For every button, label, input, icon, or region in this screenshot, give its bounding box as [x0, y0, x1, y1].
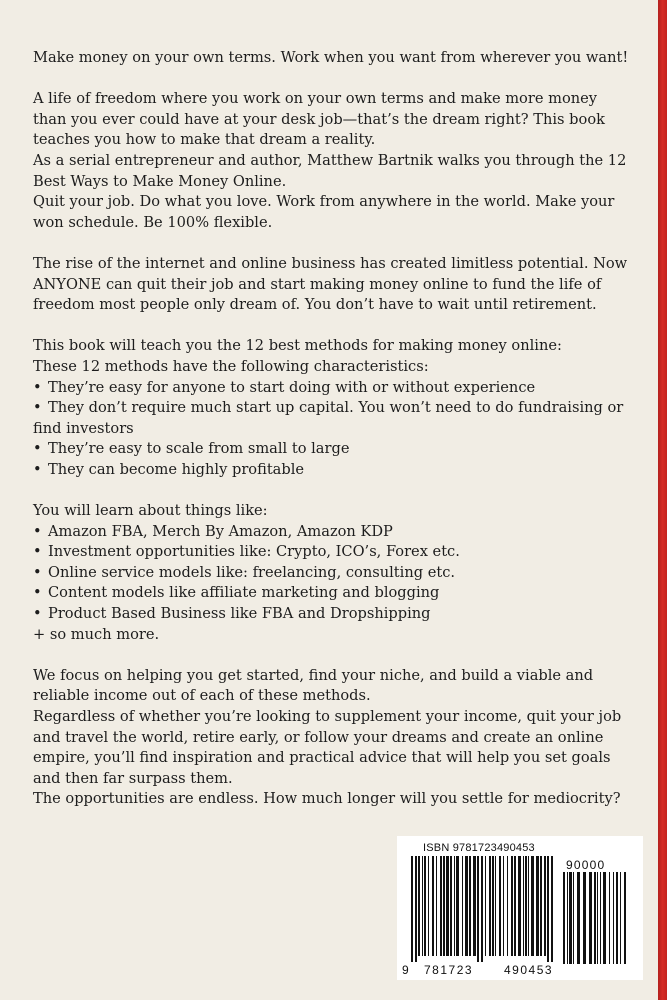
barcode-bar — [473, 856, 476, 956]
barcode-bar — [424, 856, 426, 956]
price-code: 90000 — [566, 858, 606, 872]
text-line: Quit your job. Do what you love. Work from anywhere in the world. Make your — [33, 193, 615, 211]
barcode-bar — [450, 856, 452, 956]
barcode-bar — [446, 856, 449, 956]
list-item: • Content models like affiliate marketing and blogging — [33, 584, 440, 602]
text-line: ANYONE can quit their job and start making money online to fund the life of — [33, 275, 602, 293]
methods-section — [33, 336, 633, 480]
barcode-bar — [536, 856, 539, 956]
barcode-bar — [573, 872, 574, 964]
barcode-bar — [569, 872, 572, 964]
barcode-bar — [594, 872, 596, 964]
text-line: and travel the world, retire early, or follow your dreams and create an online — [33, 728, 604, 746]
barcode-bar — [518, 856, 521, 956]
barcode-bar — [531, 856, 534, 956]
list-item: • They don’t require much start up capital. You won’t need to do fundraising or — [33, 399, 624, 417]
barcode-bar — [609, 872, 610, 964]
text-line: + so much more. — [33, 625, 160, 643]
list-item-continuation: find investors — [33, 419, 134, 437]
barcode-bar — [477, 856, 479, 962]
text-line: Best Ways to Make Money Online. — [33, 172, 287, 190]
barcode-bar — [440, 856, 442, 956]
barcode-bar — [540, 856, 542, 956]
list-item: • They’re easy for anyone to start doing with or without experience — [33, 378, 536, 396]
text-line: The opportunities are endless. How much longer will you settle for mediocrity? — [33, 790, 621, 808]
barcode-bar — [465, 856, 468, 956]
barcode-bar — [547, 856, 549, 962]
barcode-bar — [499, 856, 501, 956]
list-item: • They can become highly profitable — [33, 460, 305, 478]
text-line: The rise of the internet and online business has created limitless potential. Now — [33, 254, 628, 272]
barcode-bar — [600, 872, 601, 964]
barcode-digit-group-2: 490453 — [504, 963, 554, 977]
barcode-bar — [456, 856, 459, 956]
barcode-bar — [507, 856, 508, 956]
rise-paragraph — [33, 254, 633, 316]
text-line: reliable income out of each of these methods. — [33, 687, 371, 705]
barcode-bar — [436, 856, 437, 956]
barcode-bar — [481, 856, 483, 962]
tagline: Make money on your own terms. Work when you want from wherever you want! — [33, 49, 629, 66]
barcode-bar — [577, 872, 580, 964]
barcode-bar — [624, 872, 626, 964]
text-line: than you ever could have at your desk job—that’s the dream right? This book — [33, 110, 605, 128]
text-line: freedom most people only dream of. You don’t have to wait until retirement. — [33, 296, 597, 314]
barcode-bar — [443, 856, 445, 956]
barcode-bar — [551, 856, 553, 962]
intro-paragraph — [33, 89, 633, 233]
list-item: • Product Based Business like FBA and Dropshipping — [33, 605, 431, 623]
text-line: You will learn about things like: — [33, 502, 268, 520]
list-item: • Investment opportunities like: Crypto, ICO’s, Forex etc. — [33, 543, 460, 561]
barcode-bar — [511, 856, 513, 956]
blurb-text — [33, 48, 633, 831]
barcode-bar — [616, 872, 618, 964]
barcode-bar — [544, 856, 546, 956]
red-spine-edge — [658, 0, 667, 1000]
barcode-bar — [415, 856, 417, 962]
barcode-bar — [583, 872, 586, 964]
barcode-bar — [422, 856, 423, 956]
barcode-bar — [603, 872, 606, 964]
barcode-digit-first: 9 — [402, 963, 411, 977]
barcode-bar — [411, 856, 413, 962]
closing-paragraph — [33, 666, 633, 810]
barcode-bar — [528, 856, 529, 956]
barcode-bar — [495, 856, 496, 956]
barcode-bar — [428, 856, 429, 956]
isbn-label: ISBN 9781723490453 — [423, 842, 535, 854]
barcode-bar — [489, 856, 491, 956]
barcode-bar — [523, 856, 524, 956]
barcode-bar — [492, 856, 494, 956]
list-item: • Online service models like: freelancing, consulting etc. — [33, 563, 456, 581]
barcode-bar — [469, 856, 471, 956]
text-line: teaches you how to make that dream a reality. — [33, 131, 376, 149]
text-line: We focus on helping you get started, find your niche, and build a viable and — [33, 666, 594, 684]
barcode-bar — [563, 872, 565, 964]
barcode-bar — [514, 856, 516, 956]
text-line: empire, you’ll find inspiration and practical advice that will help you set goals — [33, 749, 611, 767]
learn-list — [33, 522, 633, 625]
list-item: • They’re easy to scale from small to large — [33, 440, 350, 458]
barcode-bar — [485, 856, 486, 956]
barcode-bar — [462, 856, 463, 956]
barcode-digit-group-1: 781723 — [424, 963, 474, 977]
characteristics-list — [33, 378, 633, 481]
barcode-graphic — [407, 856, 633, 964]
barcode-bar — [613, 872, 614, 964]
text-line: A life of freedom where you work on your own terms and make more money — [33, 90, 598, 108]
text-line: These 12 methods have the following characteristics: — [33, 357, 429, 375]
barcode-bar — [589, 872, 592, 964]
barcode-bar — [418, 856, 420, 956]
barcode-bar — [432, 856, 434, 956]
text-line: This book will teach you the 12 best methods for making money online: — [33, 337, 562, 355]
barcode-bar — [597, 872, 598, 964]
barcode-bar — [567, 872, 568, 964]
list-item: • Amazon FBA, Merch By Amazon, Amazon KDP — [33, 522, 393, 540]
barcode-bar — [525, 856, 527, 956]
text-line: Regardless of whether you’re looking to supplement your income, quit your job — [33, 708, 622, 725]
text-line: and then far surpass them. — [33, 769, 233, 787]
text-line: As a serial entrepreneur and author, Matthew Bartnik walks you through the 12 — [33, 151, 627, 169]
barcode-bar — [503, 856, 504, 956]
text-line: won schedule. Be 100% flexible. — [33, 213, 273, 231]
learn-section — [33, 501, 633, 645]
barcode-bar — [620, 872, 621, 964]
barcode-bar — [454, 856, 455, 956]
